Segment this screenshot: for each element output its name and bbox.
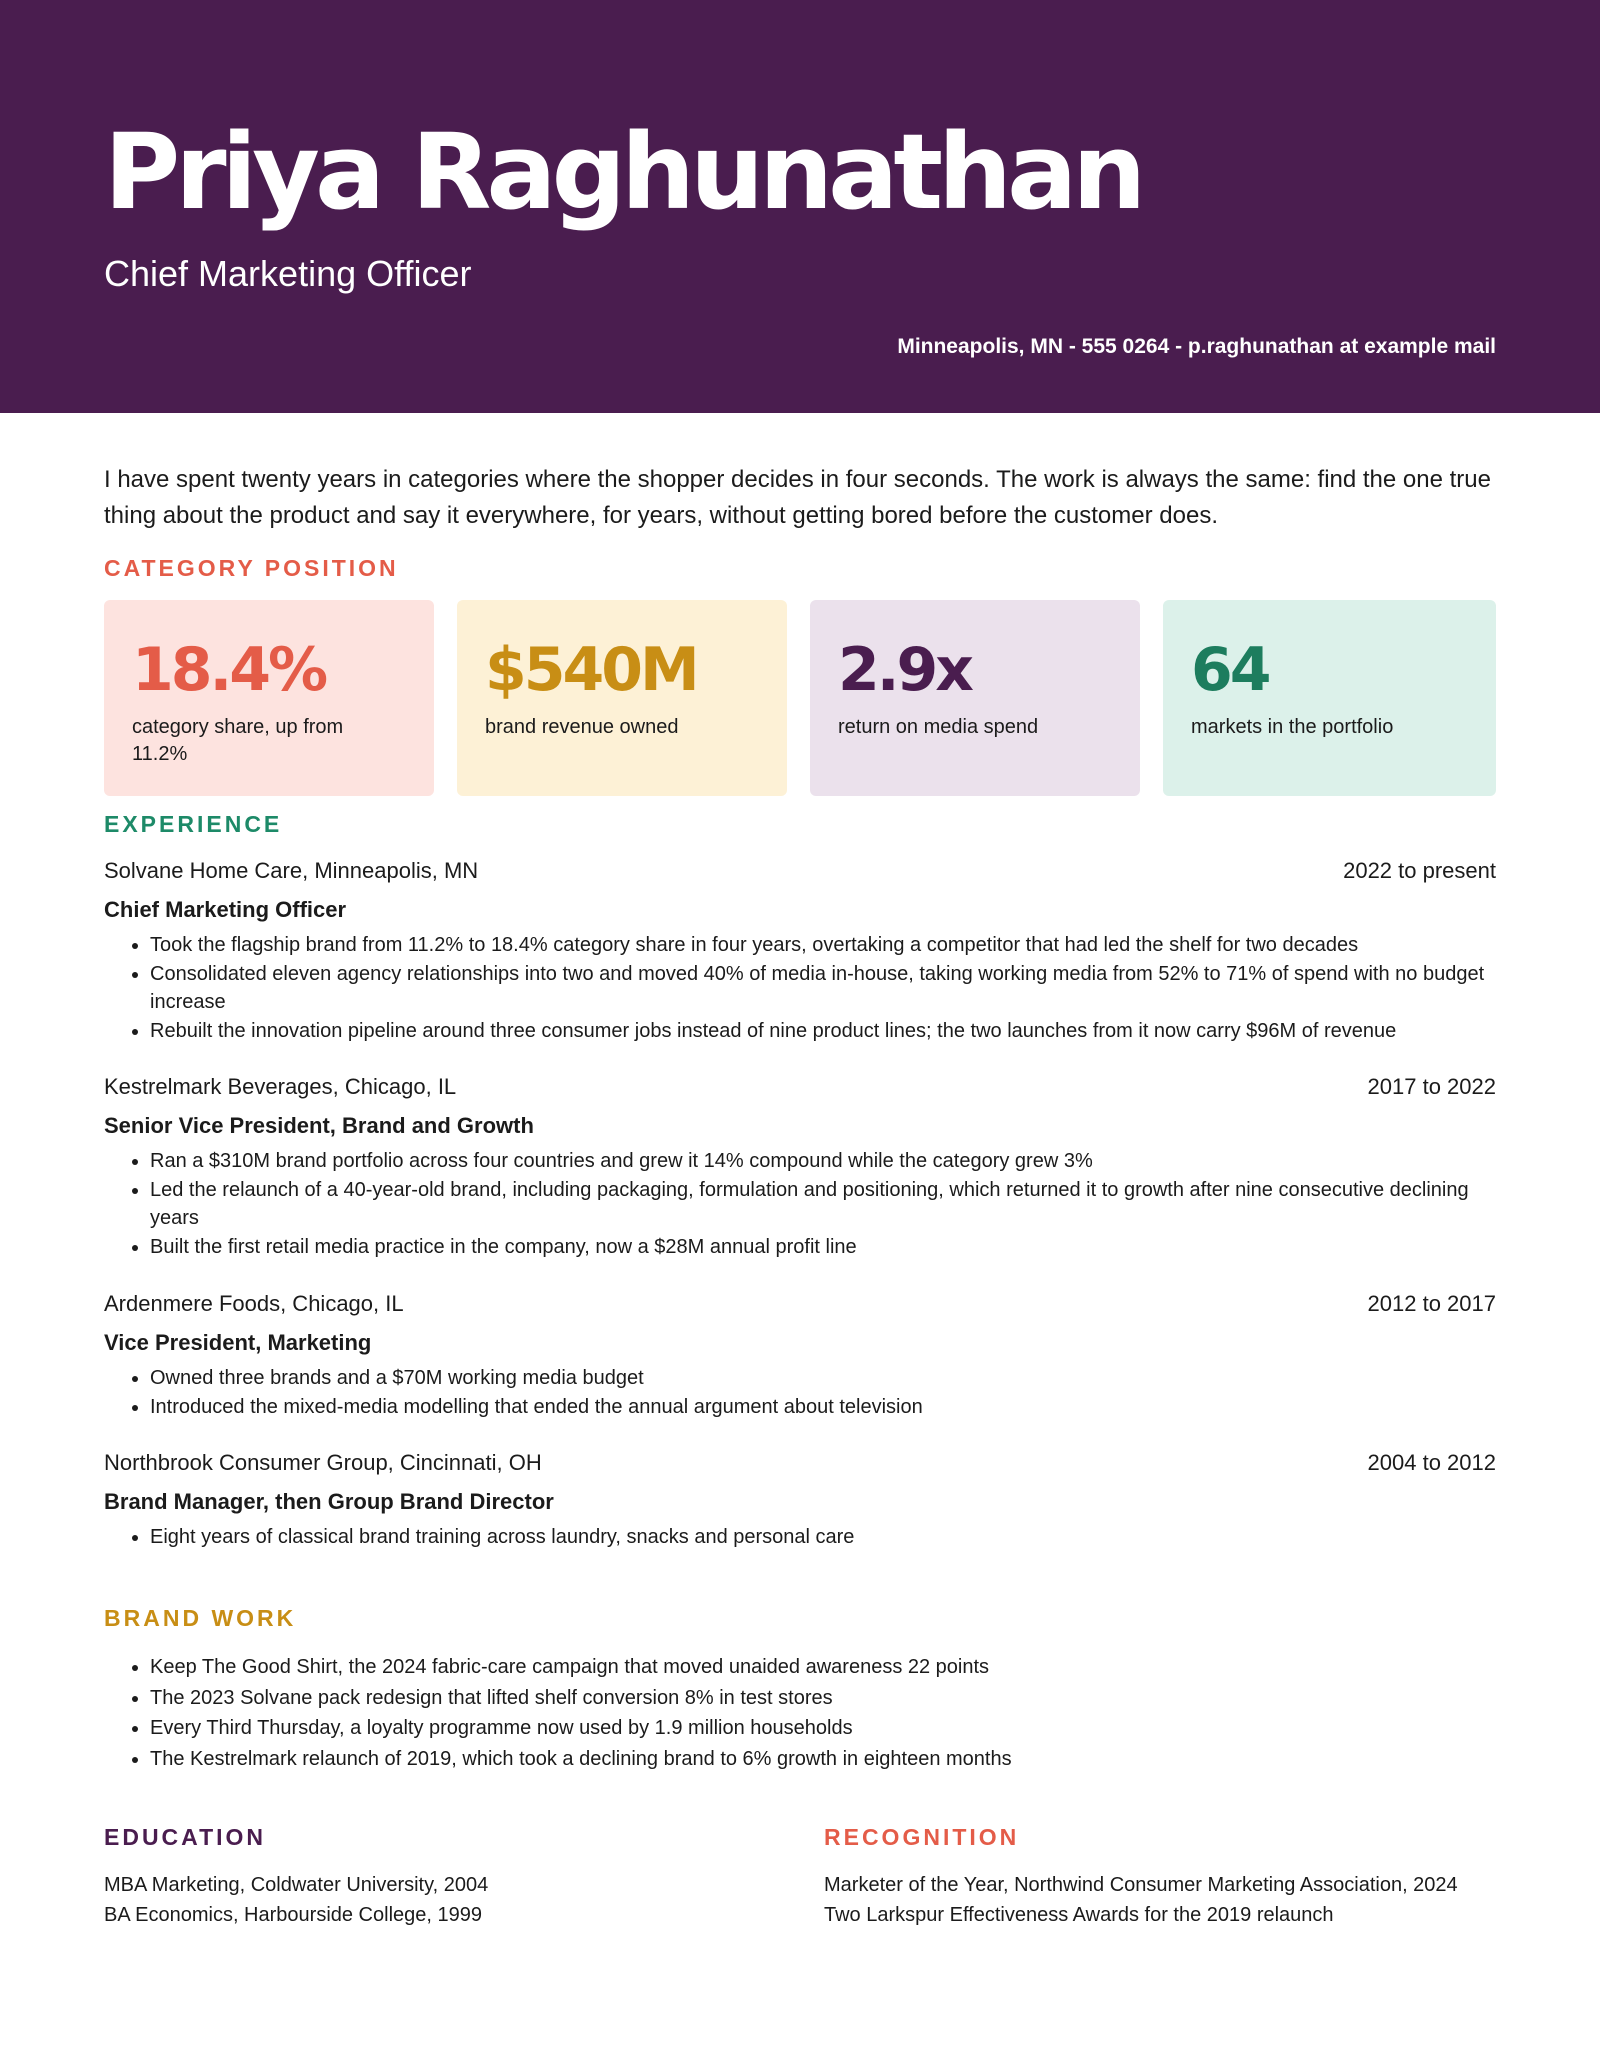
stat-label: return on media spend: [838, 716, 1039, 738]
experience-entry: [104, 1448, 1496, 1552]
stat-label: category share, up from 11.2%: [132, 716, 344, 765]
job-title: Chief Marketing Officer: [104, 897, 347, 922]
stat-value: $540M: [485, 635, 697, 705]
bullet-item: • Consolidated eleven agency relationships into two and moved 40% of media in-house, taking working media from 52% to 71% of spend with no budget increase: [150, 960, 1496, 1017]
bullet-item: • The Kestrelmark relaunch of 2019, which took a declining brand to 6% growth in eighteen months: [150, 1744, 1496, 1775]
contact-line: Minneapolis, MN - 555 0264 - p.raghunathan at example mail: [897, 335, 1496, 358]
stat-card-share: [104, 600, 434, 796]
job-company: Solvane Home Care, Minneapolis, MN: [104, 858, 479, 883]
job-company: Northbrook Consumer Group, Cincinnati, OH: [104, 1450, 542, 1475]
section-heading-brand-work: BRAND WORK: [104, 1605, 297, 1631]
job-dates: 2004 to 2012: [1367, 1450, 1496, 1475]
section-heading-education: EDUCATION: [104, 1824, 267, 1850]
job-bullets: [104, 1523, 1496, 1552]
experience-entry: [104, 856, 1496, 1045]
bullet-item: • Rebuilt the innovation pipeline around three consumer jobs instead of nine product lines; the two launches from it now carry $96M of revenue: [150, 1017, 1496, 1046]
candidate-title: Chief Marketing Officer: [104, 253, 472, 294]
candidate-name: Priya Raghunathan: [104, 111, 1142, 233]
stat-label: brand revenue owned: [485, 716, 679, 738]
education-item: MBA Marketing, Coldwater University, 2004: [104, 1874, 489, 1896]
recognition-item: Two Larkspur Effectiveness Awards for the 2019 relaunch: [824, 1904, 1334, 1926]
bullet-item: • The 2023 Solvane pack redesign that lifted shelf conversion 8% in test stores: [150, 1683, 1496, 1714]
bullet-item: • Every Third Thursday, a loyalty programme now used by 1.9 million households: [150, 1713, 1496, 1744]
stat-label: markets in the portfolio: [1191, 716, 1394, 738]
education-item: BA Economics, Harbourside College, 1999: [104, 1904, 482, 1926]
recognition-item: Marketer of the Year, Northwind Consumer Marketing Association, 2024: [824, 1874, 1458, 1896]
stat-value: 64: [1191, 635, 1269, 705]
job-dates: 2012 to 2017: [1367, 1291, 1496, 1316]
job-title: Senior Vice President, Brand and Growth: [104, 1113, 534, 1138]
job-dates: 2017 to 2022: [1367, 1074, 1496, 1099]
bullet-item: • Eight years of classical brand training across laundry, snacks and personal care: [150, 1523, 1496, 1552]
job-bullets: [104, 1364, 1496, 1421]
job-dates: 2022 to present: [1343, 858, 1496, 883]
stat-card-revenue: [457, 600, 787, 796]
experience-entry: [104, 1289, 1496, 1421]
job-bullets: [104, 1147, 1496, 1261]
job-bullets: [104, 931, 1496, 1045]
job-title: Brand Manager, then Group Brand Director: [104, 1489, 554, 1514]
stat-value: 18.4%: [132, 635, 326, 705]
job-company: Kestrelmark Beverages, Chicago, IL: [104, 1074, 457, 1099]
bullet-item: • Took the flagship brand from 11.2% to 18.4% category share in four years, overtaking a competitor that had led the shelf for two decades: [150, 931, 1496, 960]
brand-work-bullets: [104, 1652, 1496, 1774]
header-banner: [0, 0, 1600, 413]
brand-work-list: [104, 1652, 1496, 1774]
bullet-item: • Owned three brands and a $70M working media budget: [150, 1364, 1496, 1393]
job-title: Vice President, Marketing: [104, 1330, 372, 1355]
bullet-item: • Introduced the mixed-media modelling that ended the annual argument about television: [150, 1393, 1496, 1422]
stat-card-media-return: [810, 600, 1140, 796]
stat-card-markets: [1163, 600, 1496, 796]
summary-paragraph: I have spent twenty years in categories where the shopper decides in four seconds. The work is always the same: find the one true thing about the product and say it everywhere, for years, without getting bored before the customer does.: [104, 466, 1491, 529]
education-list: [104, 1870, 744, 1930]
stat-value: 2.9x: [838, 635, 971, 705]
section-heading-category-position: CATEGORY POSITION: [104, 555, 399, 581]
bullet-item: • Ran a $310M brand portfolio across four countries and grew it 14% compound while the category grew 3%: [150, 1147, 1496, 1176]
job-company: Ardenmere Foods, Chicago, IL: [104, 1291, 404, 1316]
section-heading-recognition: RECOGNITION: [824, 1824, 1020, 1850]
experience-entry: [104, 1072, 1496, 1261]
bullet-item: • Built the first retail media practice in the company, now a $28M annual profit line: [150, 1233, 1496, 1262]
recognition-list: [824, 1870, 1496, 1930]
bullet-item: • Led the relaunch of a 40-year-old brand, including packaging, formulation and positioning, which returned it to growth after nine consecutive declining years: [150, 1176, 1496, 1233]
section-heading-experience: EXPERIENCE: [104, 811, 283, 837]
bullet-item: • Keep The Good Shirt, the 2024 fabric-care campaign that moved unaided awareness 22 points: [150, 1652, 1496, 1683]
